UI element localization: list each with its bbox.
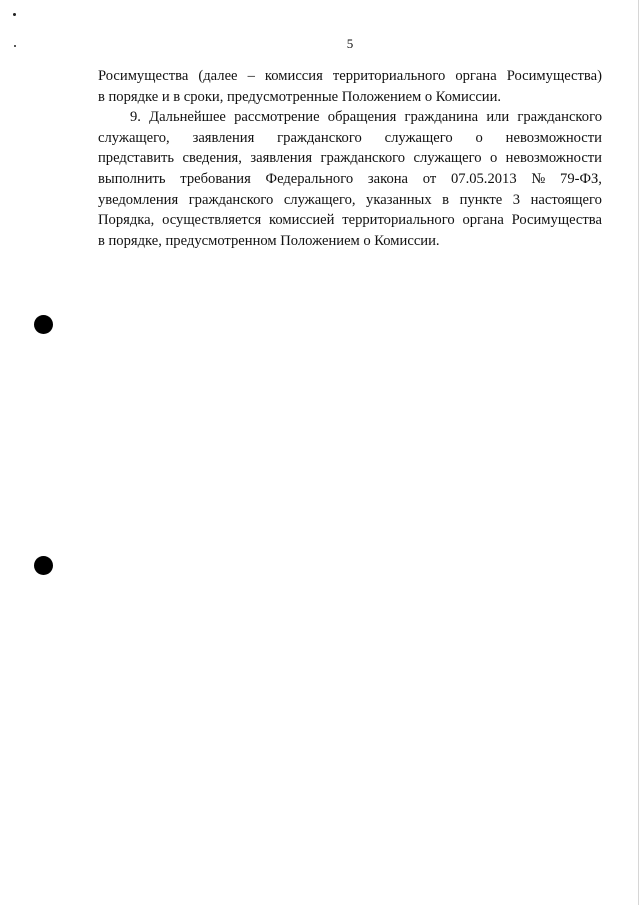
- word: служащего: [384, 129, 453, 146]
- word: обращения: [327, 109, 397, 126]
- word: о: [489, 150, 498, 167]
- word: Порядка,: [98, 212, 155, 229]
- word: гражданского: [517, 109, 602, 126]
- word: гражданского: [277, 129, 362, 146]
- word: невозможности: [505, 129, 602, 146]
- word: служащего,: [283, 191, 356, 208]
- word: закона: [367, 170, 409, 187]
- document-body: [98, 66, 602, 251]
- word: указанных: [366, 191, 432, 208]
- word: порядке,: [108, 232, 162, 249]
- text-line: [98, 148, 602, 169]
- word: выполнить: [98, 170, 166, 187]
- word: гражданина: [404, 109, 479, 126]
- word: Росимущества: [511, 212, 602, 229]
- text-line: [98, 231, 602, 252]
- page-number: 5: [346, 36, 354, 51]
- word: заявления: [192, 129, 255, 146]
- word: Комиссии.: [374, 232, 440, 249]
- word: комиссия: [264, 68, 323, 84]
- word: 3: [512, 191, 521, 208]
- punch-hole: [34, 556, 53, 575]
- word: заявления: [250, 150, 313, 167]
- word: органа: [462, 212, 504, 229]
- text-line: [98, 107, 602, 128]
- word: служащего,: [98, 129, 170, 146]
- text-line: [98, 87, 602, 108]
- text-line: [98, 66, 602, 87]
- word: (далее: [198, 68, 238, 84]
- word: территориального: [342, 212, 455, 229]
- word: в: [173, 88, 181, 105]
- word: Дальнейшее: [149, 109, 226, 126]
- word: Росимущества: [98, 68, 189, 84]
- word: гражданского: [320, 150, 406, 167]
- word: рассмотрение: [234, 109, 320, 126]
- word: порядке: [108, 88, 159, 105]
- word: невозможности: [505, 150, 602, 167]
- word: комиссией: [268, 212, 335, 229]
- text-line: [98, 128, 602, 149]
- word: о: [363, 232, 371, 249]
- word: уведомления: [98, 191, 179, 208]
- word: №: [531, 170, 546, 187]
- word: предусмотренном: [165, 232, 277, 249]
- word: Комиссии.: [435, 88, 502, 105]
- word: –: [247, 68, 255, 84]
- word: 79-ФЗ,: [560, 170, 602, 187]
- word: в: [98, 88, 105, 105]
- word: Федерального: [265, 170, 354, 187]
- word: Положением: [341, 88, 422, 105]
- word: и: [161, 88, 170, 105]
- punch-hole: [34, 315, 53, 334]
- word: гражданского: [188, 191, 274, 208]
- scan-speck: [13, 13, 16, 16]
- word: Положением: [280, 232, 360, 249]
- word: служащего: [413, 150, 482, 167]
- word: Росимущества): [506, 68, 602, 84]
- text-line: [98, 210, 602, 231]
- word: территориального: [332, 68, 446, 84]
- word: о: [424, 88, 433, 105]
- word: от: [422, 170, 437, 187]
- word: осуществляется: [162, 212, 262, 229]
- word: в: [442, 191, 450, 208]
- word: сведения,: [182, 150, 242, 167]
- word: 07.05.2013: [450, 170, 517, 187]
- word: пункте: [459, 191, 503, 208]
- text-line: [98, 190, 602, 211]
- paragraph-continuation: [98, 66, 602, 107]
- word: требования: [180, 170, 251, 187]
- word: сроки,: [183, 88, 224, 105]
- text-line: [98, 169, 602, 190]
- word: органа: [455, 68, 497, 84]
- word: предусмотренные: [226, 88, 339, 105]
- word: или: [486, 109, 510, 126]
- word: о: [475, 129, 483, 146]
- word: представить: [98, 150, 175, 167]
- word: в: [98, 232, 105, 249]
- paragraph-9: [98, 107, 602, 251]
- page-edge: [638, 0, 639, 905]
- word: 9.: [130, 109, 141, 126]
- word: настоящего: [530, 191, 602, 208]
